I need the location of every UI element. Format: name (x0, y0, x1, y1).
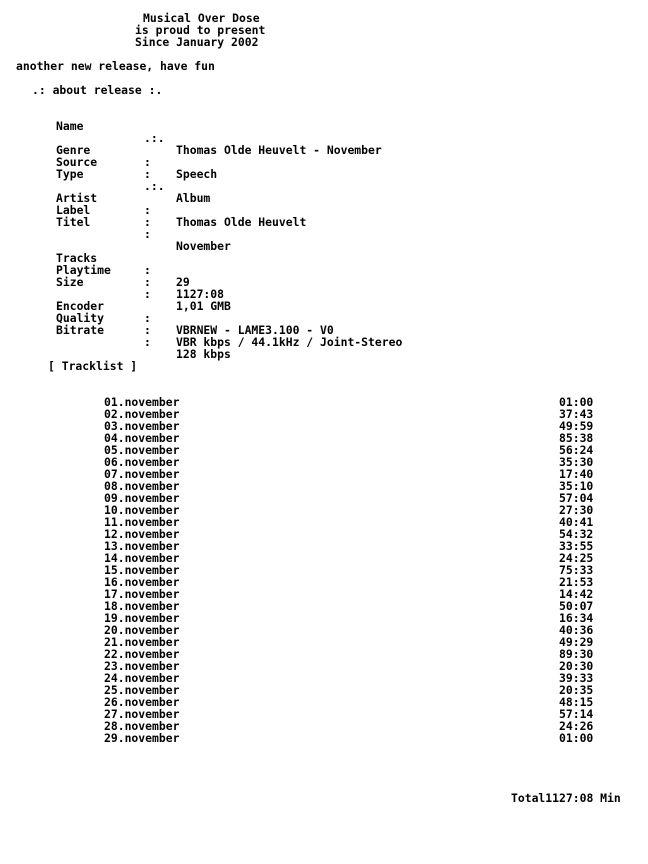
track-duration: 54:32 (559, 527, 594, 541)
track-name: 22.november (104, 647, 180, 661)
info-value: Album (176, 191, 211, 205)
track-name: 14.november (104, 551, 180, 565)
track-duration: 57:04 (559, 491, 594, 505)
track-name: 19.november (104, 611, 180, 625)
track-name: 15.november (104, 563, 180, 577)
tracklist-title: [ Tracklist ] (48, 359, 138, 373)
info-separator: : (144, 311, 151, 325)
info-separator: : (144, 335, 151, 349)
track-duration: 49:59 (559, 419, 594, 433)
info-value: VBR kbps / 44.1kHz / Joint-Stereo (176, 335, 403, 349)
track-duration: 24:26 (559, 719, 594, 733)
info-label: Name (56, 119, 84, 133)
track-duration: 89:30 (559, 647, 594, 661)
track-duration: 37:43 (559, 407, 594, 421)
info-label: Size (56, 275, 84, 289)
about-release-title: .: about release :. (32, 83, 163, 97)
info-label: Label (56, 203, 91, 217)
info-value: November (176, 239, 231, 253)
total-value: 1127:08 (545, 791, 594, 805)
track-duration: 40:36 (559, 623, 594, 637)
total-line (511, 792, 621, 804)
info-separator: .:. (144, 179, 165, 193)
track-duration: 35:30 (559, 455, 594, 469)
info-value: 1,01 GMB (176, 299, 231, 313)
header-line-2: is proud to present (135, 23, 266, 37)
info-separator: : (144, 323, 151, 337)
info-label: Genre (56, 143, 91, 157)
track-name: 07.november (104, 467, 180, 481)
track-name: 17.november (104, 587, 180, 601)
info-label: Playtime (56, 263, 111, 277)
track-name: 29.november (104, 731, 180, 745)
track-duration: 24:25 (559, 551, 594, 565)
track-name: 13.november (104, 539, 180, 553)
track-name: 12.november (104, 527, 180, 541)
info-value: Thomas Olde Heuvelt - November (176, 143, 382, 157)
info-label: Bitrate (56, 323, 105, 337)
info-label: Titel (56, 215, 91, 229)
track-duration: 01:00 (559, 395, 594, 409)
info-value: Thomas Olde Heuvelt (176, 215, 307, 229)
track-duration: 01:00 (559, 731, 594, 745)
info-value: 29 (176, 275, 190, 289)
info-separator: : (144, 263, 151, 277)
info-label: Artist (56, 191, 98, 205)
track-name: 27.november (104, 707, 180, 721)
info-separator: : (144, 203, 151, 217)
info-separator: .:. (144, 131, 165, 145)
info-separator: : (144, 275, 151, 289)
track-duration: 75:33 (559, 563, 594, 577)
info-separator: : (144, 287, 151, 301)
info-value: 1127:08 (176, 287, 225, 301)
track-name: 25.november (104, 683, 180, 697)
track-name: 09.november (104, 491, 180, 505)
track-name: 24.november (104, 671, 180, 685)
track-duration: 85:38 (559, 431, 594, 445)
info-label: Quality (56, 311, 105, 325)
track-duration: 33:55 (559, 539, 594, 553)
track-duration: 17:40 (559, 467, 594, 481)
info-label: Source (56, 155, 98, 169)
track-name: 01.november (104, 395, 180, 409)
track-duration: 50:07 (559, 599, 594, 613)
track-duration: 14:42 (559, 587, 594, 601)
info-separator: : (144, 227, 151, 241)
track-name: 28.november (104, 719, 180, 733)
track-duration: 21:53 (559, 575, 594, 589)
track-duration: 49:29 (559, 635, 594, 649)
track-duration: 39:33 (559, 671, 594, 685)
track-duration: 16:34 (559, 611, 594, 625)
track-duration: 56:24 (559, 443, 594, 457)
track-duration: 40:41 (559, 515, 594, 529)
tagline: another new release, have fun (16, 59, 215, 73)
track-name: 21.november (104, 635, 180, 649)
track-duration: 57:14 (559, 707, 594, 721)
info-label: Encoder (56, 299, 105, 313)
track-duration: 35:10 (559, 479, 594, 493)
info-value: 128 kbps (176, 347, 231, 361)
info-value: VBRNEW - LAME3.100 - V0 (176, 323, 334, 337)
info-label: Tracks (56, 251, 98, 265)
info-separator: : (144, 167, 151, 181)
track-name: 04.november (104, 431, 180, 445)
track-name: 02.november (104, 407, 180, 421)
info-value: Speech (176, 167, 218, 181)
track-duration: 20:30 (559, 659, 594, 673)
track-name: 23.november (104, 659, 180, 673)
track-duration: 20:35 (559, 683, 594, 697)
track-duration: 27:30 (559, 503, 594, 517)
track-name: 11.november (104, 515, 180, 529)
total-label: Total (511, 791, 546, 805)
track-name: 20.november (104, 623, 180, 637)
header-line-1: Musical Over Dose (143, 11, 260, 25)
track-name: 08.november (104, 479, 180, 493)
track-name: 05.november (104, 443, 180, 457)
track-duration: 48:15 (559, 695, 594, 709)
info-separator: : (144, 215, 151, 229)
track-name: 16.november (104, 575, 180, 589)
track-name: 06.november (104, 455, 180, 469)
info-label: Type (56, 167, 84, 181)
info-separator: : (144, 155, 151, 169)
total-unit: Min (600, 791, 621, 805)
track-name: 26.november (104, 695, 180, 709)
track-name: 18.november (104, 599, 180, 613)
track-name: 03.november (104, 419, 180, 433)
header-line-3: Since January 2002 (135, 35, 259, 49)
track-name: 10.november (104, 503, 180, 517)
